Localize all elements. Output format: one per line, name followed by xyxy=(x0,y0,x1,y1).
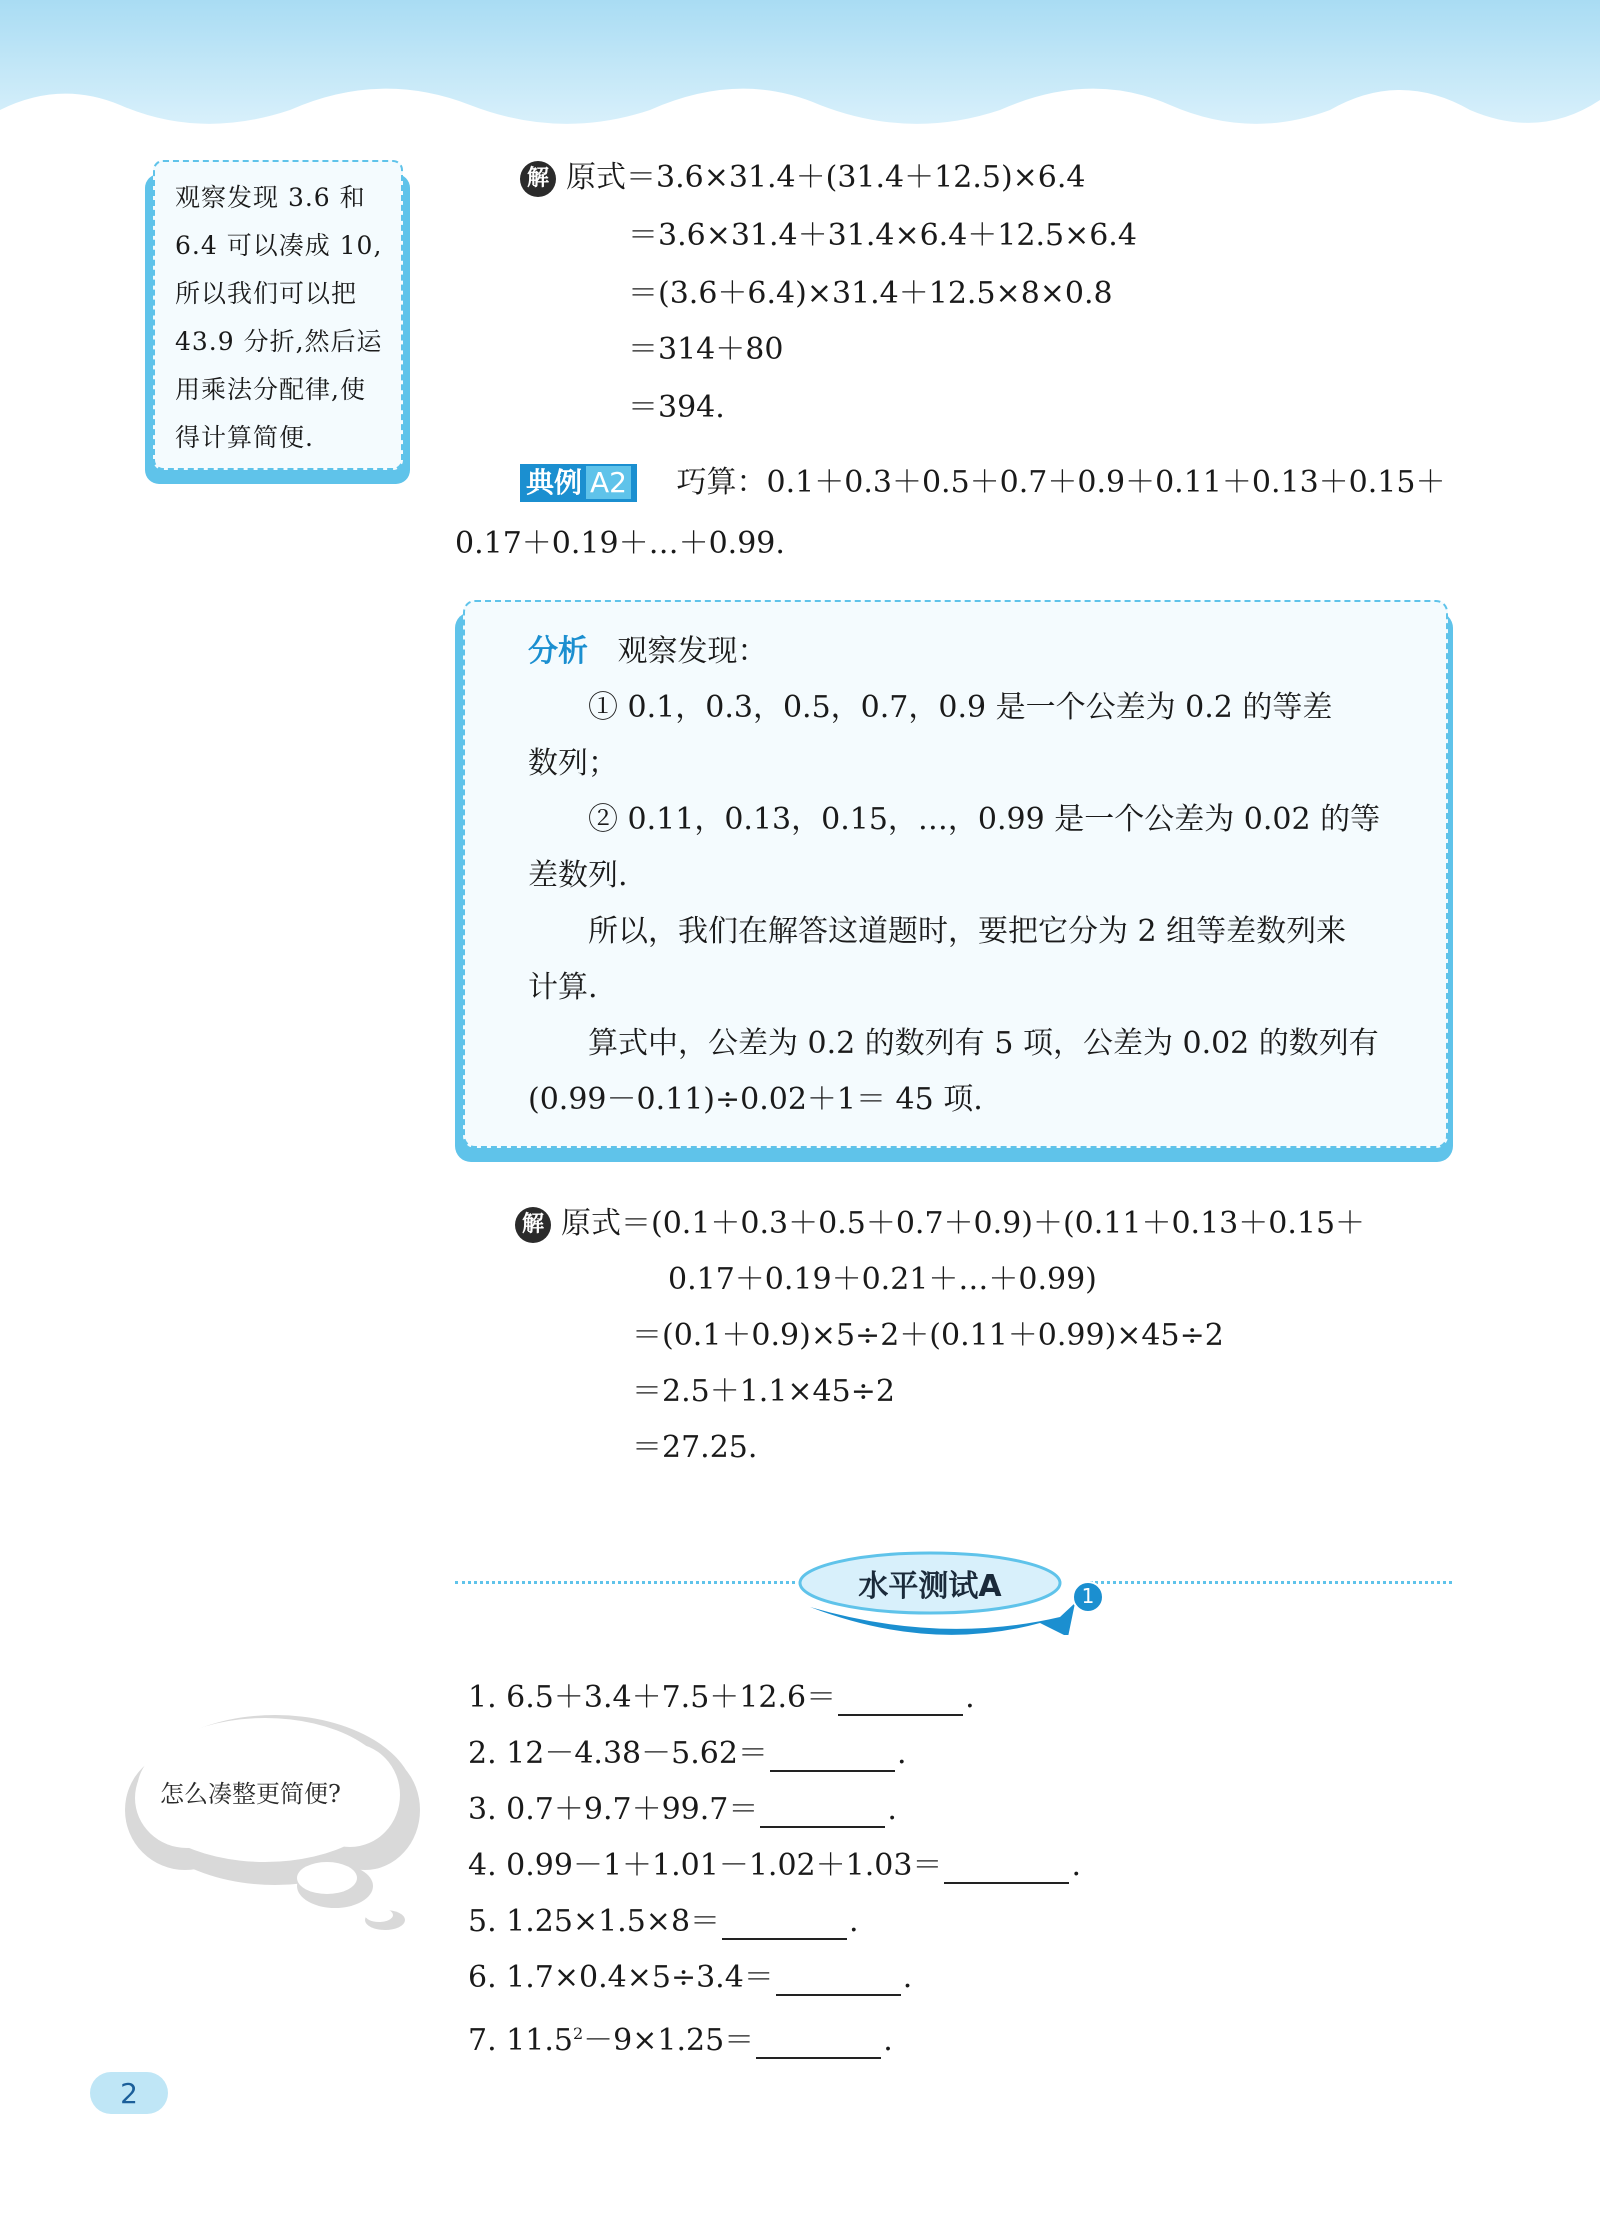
solution1-line3: ＝(3.6＋6.4)×31.4＋12.5×8×0.8 xyxy=(628,276,1113,311)
exponent: 2 xyxy=(572,2024,584,2043)
solution2-line4: ＝2.5＋1.1×45÷2 xyxy=(632,1374,895,1409)
test-title: 水平测试A xyxy=(858,1569,1002,1604)
test-divider-left xyxy=(455,1581,795,1584)
solution2-line5: ＝27.25. xyxy=(632,1430,758,1465)
side-note-text: 观察发现 3.6 和 6.4 可以凑成 10, 所以我们可以把 43.9 分折,然后运 用乘法分配律,使 得计算简便. xyxy=(175,183,383,452)
solution-marker: 解 xyxy=(515,1207,551,1243)
analysis-line: 数列； xyxy=(528,746,618,781)
analysis-line: 差数列. xyxy=(528,858,628,893)
answer-blank[interactable] xyxy=(838,1686,963,1716)
solution-marker: 解 xyxy=(520,161,556,197)
answer-blank[interactable] xyxy=(756,2029,881,2059)
solution1-line2: ＝3.6×31.4＋31.4×6.4＋12.5×6.4 xyxy=(628,218,1137,253)
exercise-item: 7. $11.5^2-9\times 1.25=$ . xyxy=(468,2023,893,2058)
analysis-line: ① 0.1，0.3，0.5，0.7，0.9 是一个公差为 0.2 的等差 xyxy=(588,690,1333,725)
answer-blank[interactable] xyxy=(776,1966,901,1996)
answer-blank[interactable] xyxy=(760,1798,885,1828)
answer-blank[interactable] xyxy=(770,1742,895,1772)
example-heading: 典例 A2 巧算：0.1＋0.3＋0.5＋0.7＋0.9＋0.11＋0.13＋0.15＋ xyxy=(520,464,1445,502)
test-divider-right xyxy=(1090,1581,1452,1584)
exercise-item: 6. 1.7×0.4×5÷3.4＝ . xyxy=(468,1960,913,1995)
solution1-line4: ＝314＋80 xyxy=(628,332,784,367)
answer-blank[interactable] xyxy=(944,1854,1069,1884)
solution2-line3: ＝(0.1＋0.9)×5÷2＋(0.11＋0.99)×45÷2 xyxy=(632,1318,1224,1353)
solution1-line1: 解 原式＝3.6×31.4＋(31.4＋12.5)×6.4 xyxy=(520,160,1086,197)
analysis-line: 所以，我们在解答这道题时，要把它分为 2 组等差数列来 xyxy=(588,914,1347,949)
solution2-line1: 解 原式＝(0.1＋0.3＋0.5＋0.7＋0.9)＋(0.11＋0.13＋0.15＋ xyxy=(515,1206,1365,1243)
exercise-item: 5. 1.25×1.5×8＝ . xyxy=(468,1904,859,1939)
solution1-line5: ＝394. xyxy=(628,390,725,425)
analysis-line: ② 0.11，0.13，0.15，…，0.99 是一个公差为 0.02 的等 xyxy=(588,802,1381,837)
analysis-title: 分析 xyxy=(528,634,588,669)
side-note-box xyxy=(145,160,410,485)
exercise-item: 4. 0.99－1＋1.01－1.02＋1.03＝ . xyxy=(468,1848,1081,1883)
thought-cloud xyxy=(115,1690,425,1940)
page-number: 2 xyxy=(120,2077,138,2110)
analysis-line: (0.99－0.11)÷0.02＋1＝ 45 项. xyxy=(528,1082,983,1117)
exercise-item: 1. 6.5＋3.4＋7.5＋12.6＝ . xyxy=(468,1680,975,1715)
answer-blank[interactable] xyxy=(722,1910,847,1940)
analysis-line: 计算. xyxy=(528,970,598,1005)
test-badge: 1 xyxy=(1081,1584,1095,1608)
exercise-item: 3. 0.7＋9.7＋99.7＝ . xyxy=(468,1792,897,1827)
solution2-line2: 0.17＋0.19＋0.21＋…＋0.99) xyxy=(668,1262,1097,1297)
analysis-line: 算式中，公差为 0.2 的数列有 5 项，公差为 0.02 的数列有 xyxy=(588,1026,1379,1061)
analysis-title-line: 分析 观察发现： xyxy=(528,634,768,669)
top-cloud-banner xyxy=(0,0,1600,140)
exercise-item: 2. 12－4.38－5.62＝ . xyxy=(468,1736,907,1771)
thought-cloud-text: 怎么凑整更简便? xyxy=(160,1780,341,1808)
example-tag: 典例 A2 xyxy=(520,464,637,502)
example-line2: 0.17＋0.19＋…＋0.99. xyxy=(455,526,785,561)
